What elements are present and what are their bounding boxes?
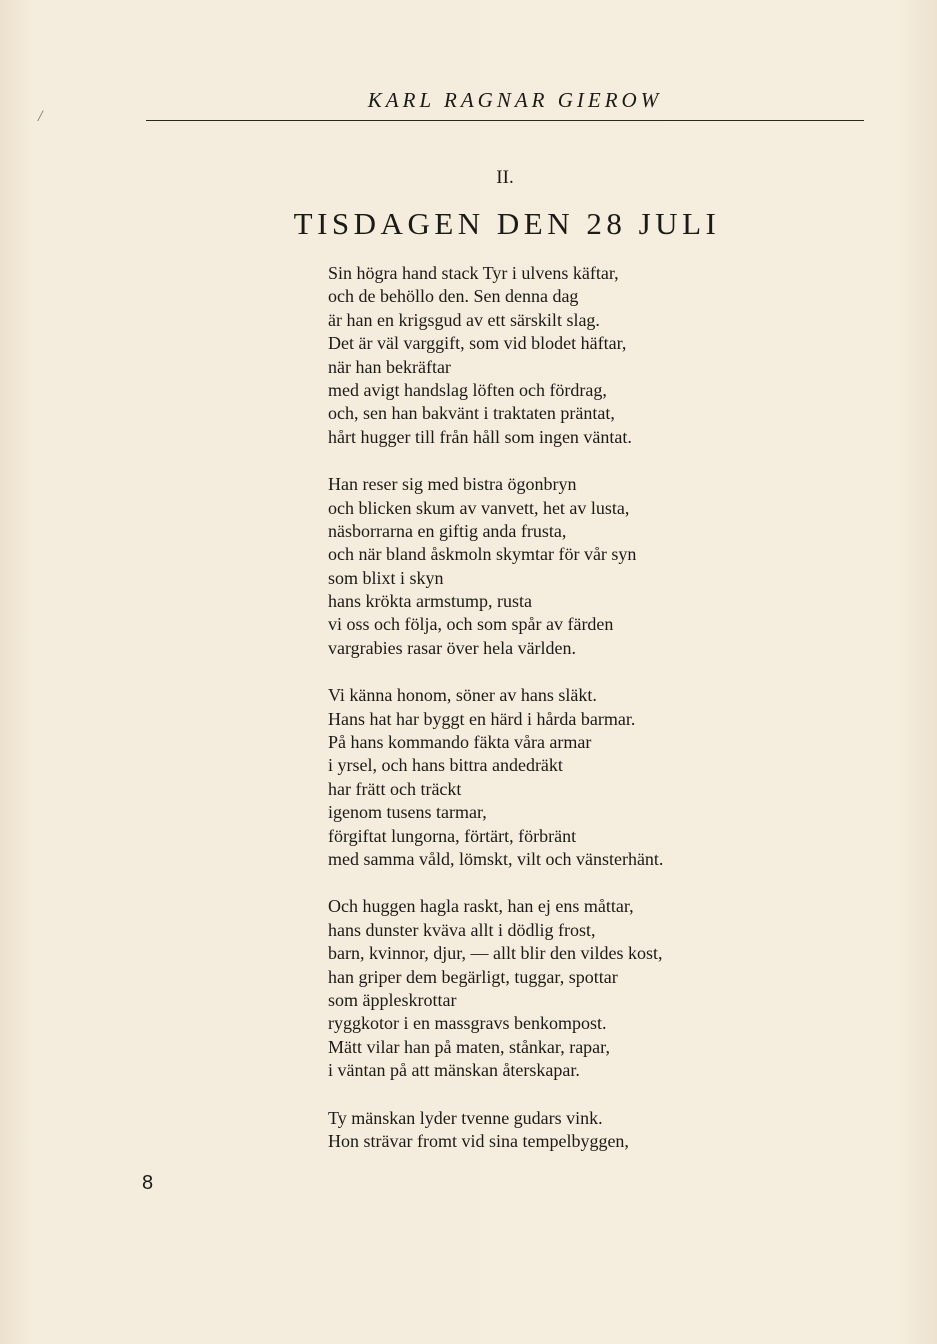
poem-line: På hans kommando fäkta våra armar bbox=[328, 732, 592, 753]
poem-line: barn, kvinnor, djur, — allt blir den vildes kost, bbox=[328, 943, 663, 964]
poem-line: och när bland åskmoln skymtar för vår syn bbox=[328, 544, 637, 565]
poem-line: Sin högra hand stack Tyr i ulvens käftar, bbox=[328, 263, 619, 283]
poem-line: med avigt handslag löften och fördrag, bbox=[328, 379, 607, 400]
poem-line: Ty mänskan lyder tvenne gudars vink. bbox=[328, 1107, 603, 1128]
poem-line: hårt hugger till från håll som ingen väntat. bbox=[328, 426, 632, 447]
poem-line: som äppleskrottar bbox=[328, 989, 457, 1010]
poem-line: hans krökta armstump, rusta bbox=[328, 591, 532, 612]
poem-line: vargrabies rasar över hela världen. bbox=[328, 637, 577, 658]
poem-line: har frätt och träckt bbox=[328, 778, 462, 799]
stanza-4 bbox=[328, 895, 748, 1082]
poem-line: Han reser sig med bistra ögonbryn bbox=[328, 474, 577, 495]
stanza-1 bbox=[328, 262, 748, 449]
poem-line: och de behöllo den. Sen denna dag bbox=[328, 286, 579, 307]
poem-line: är han en krigsgud av ett särskilt slag. bbox=[328, 309, 600, 330]
stanza-2 bbox=[328, 473, 748, 660]
margin-pencil-mark: / bbox=[38, 108, 43, 125]
poem-line: igenom tusens tarmar, bbox=[328, 802, 487, 823]
poem-line: vi oss och följa, och som spår av färden bbox=[328, 614, 614, 635]
running-head: KARL RAGNAR GIEROW bbox=[367, 88, 663, 112]
poem-line: med samma våld, lömskt, vilt och vänsterhänt. bbox=[328, 848, 664, 869]
poem-line: Hans hat har byggt en härd i hårda barmar. bbox=[328, 708, 636, 729]
poem-title: TISDAGEN DEN 28 JULI bbox=[293, 206, 721, 241]
section-number: II. bbox=[496, 167, 514, 188]
poem-line: som blixt i skyn bbox=[328, 567, 444, 588]
poem-line: förgiftat lungorna, förtärt, förbränt bbox=[328, 825, 577, 846]
poem-body bbox=[328, 262, 748, 1177]
poem-line: Och huggen hagla raskt, han ej ens måttar, bbox=[328, 896, 634, 917]
header-rule bbox=[146, 120, 864, 121]
stanza-5 bbox=[328, 1107, 748, 1154]
poem-line: näsborrarna en giftig anda frusta, bbox=[328, 520, 567, 541]
poem-line: Mätt vilar han på maten, stånkar, rapar, bbox=[328, 1036, 610, 1057]
poem-line: när han bekräftar bbox=[328, 356, 451, 377]
poem-line: Vi känna honom, söner av hans släkt. bbox=[328, 685, 597, 706]
poem-line: hans dunster kväva allt i dödlig frost, bbox=[328, 919, 596, 940]
poem-line: och blicken skum av vanvett, het av lusta, bbox=[328, 497, 630, 518]
poem-line: Det är väl varggift, som vid blodet häftar, bbox=[328, 333, 627, 354]
page-number: 8 bbox=[142, 1172, 154, 1194]
poem-line: i yrsel, och hans bittra andedräkt bbox=[328, 755, 563, 776]
poem-line: och, sen han bakvänt i traktaten präntat, bbox=[328, 403, 615, 424]
poem-line: i väntan på att mänskan återskapar. bbox=[328, 1060, 580, 1081]
stanza-3 bbox=[328, 684, 748, 871]
poem-line: Hon strävar fromt vid sina tempelbyggen, bbox=[328, 1130, 629, 1151]
poem-line: han griper dem begärligt, tuggar, spottar bbox=[328, 966, 618, 987]
poem-line: ryggkotor i en massgravs benkompost. bbox=[328, 1013, 607, 1034]
